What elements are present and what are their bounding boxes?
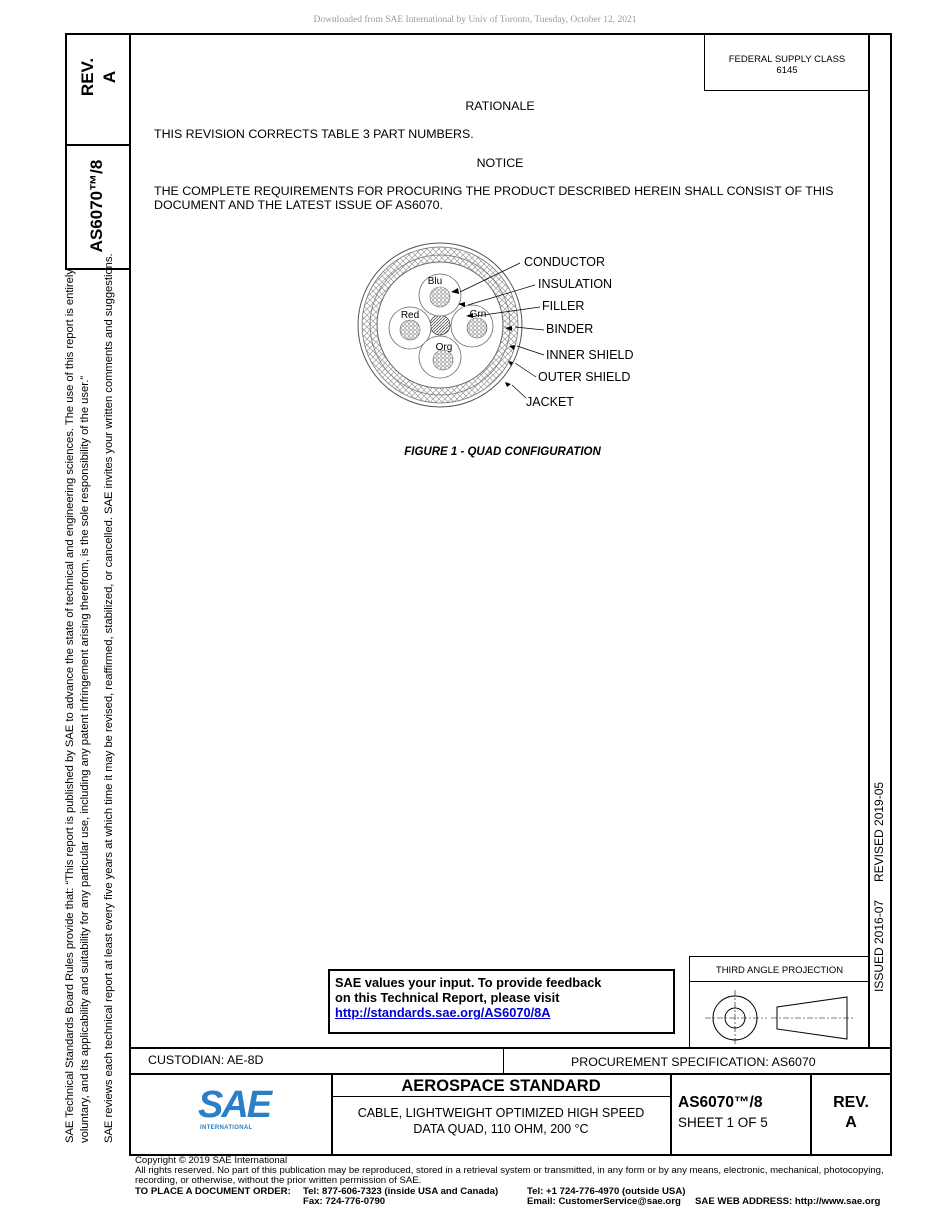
callout-conductor: CONDUCTOR — [524, 255, 606, 269]
custodian-divider — [503, 1047, 504, 1074]
callout-insulation: INSULATION — [538, 277, 613, 291]
legal-line-2: voluntary, and its applicability and suitability for any particular use, including any patent infringement arising therefrom, is the sole responsibility of the user.” — [79, 375, 91, 1143]
custodian-row-bottom-line — [129, 1073, 892, 1075]
projection-label: THIRD ANGLE PROJECTION — [715, 965, 844, 976]
notice-heading: NOTICE — [476, 156, 524, 170]
side-rev-value — [100, 52, 120, 102]
download-note: Downloaded from SAE International by Univ of Toronto, Tuesday, October 12, 2021 — [313, 15, 637, 25]
feedback-line-2: on this Technical Report, please visit — [335, 990, 560, 1005]
callout-filler: FILLER — [542, 299, 585, 313]
conductor-red — [400, 320, 420, 340]
label-blu: Blu — [427, 276, 443, 287]
callout-inner-shield: INNER SHIELD — [546, 348, 634, 362]
document-title-1: CABLE, LIGHTWEIGHT OPTIMIZED HIGH SPEED — [357, 1106, 645, 1120]
title-underline — [331, 1096, 671, 1097]
tel-us: Tel: 877-606-7323 (inside USA and Canada) — [303, 1186, 499, 1197]
custodian: CUSTODIAN: AE-8D — [148, 1053, 264, 1067]
projection-symbol — [695, 985, 865, 1047]
rev-side-box — [65, 33, 131, 146]
document-title-2: DATA QUAD, 110 OHM, 200 °C — [413, 1122, 589, 1136]
side-doc-id: AS6070™/8 — [87, 159, 106, 253]
rights-line-2: recording, or otherwise, without the prior written permission of SAE. — [135, 1175, 422, 1186]
legal-line-3: SAE reviews each technical report at least every five years at which time it may be revised, reaffirmed, stabilized, or cancelled. SAE invites your written comments and suggestions. — [103, 253, 115, 1143]
label-red: Red — [400, 310, 420, 321]
custodian-row-top-line — [129, 1047, 892, 1049]
supply-class-value: 6145 — [776, 65, 798, 76]
callout-binder: BINDER — [546, 322, 594, 336]
feedback-link[interactable]: http://standards.sae.org/AS6070/8A — [335, 1005, 551, 1020]
projection-divider — [689, 981, 870, 982]
copyright: Copyright © 2019 SAE International — [135, 1155, 288, 1166]
feedback-line-1: SAE values your input. To provide feedback — [335, 975, 602, 990]
sheet-number: SHEET 1 OF 5 — [678, 1115, 768, 1130]
sae-logo-text: SAE — [198, 1084, 271, 1126]
aerospace-standard: AEROSPACE STANDARD — [401, 1077, 601, 1095]
fax: Fax: 724-776-0790 — [303, 1196, 386, 1207]
side-rev-text: REV. — [78, 57, 97, 97]
rationale-text: THIS REVISION CORRECTS TABLE 3 PART NUMBERS. — [154, 127, 474, 141]
email: Email: CustomerService@sae.org — [527, 1196, 681, 1207]
procurement-spec: PROCUREMENT SPECIFICATION: AS6070 — [571, 1055, 816, 1069]
rationale-heading: RATIONALE — [465, 99, 535, 113]
label-org: Org — [435, 342, 453, 353]
figure-caption: FIGURE 1 - QUAD CONFIGURATION — [404, 446, 601, 458]
callout-outer-shield: OUTER SHIELD — [538, 370, 631, 384]
supply-class-label: FEDERAL SUPPLY CLASS — [728, 54, 846, 65]
tel-intl: Tel: +1 724-776-4970 (outside USA) — [527, 1186, 686, 1197]
title-doc-id: AS6070™/8 — [678, 1094, 763, 1111]
rights-line-1: All rights reserved. No part of this publication may be reproduced, stored in a retrieval system or transmitted, in any form or by any means, electronic, mechanical, photocopying, — [135, 1165, 884, 1176]
legal-line-1: SAE Technical Standards Board Rules provide that: “This report is published by SAE to advance the state of technical and engineering sciences. The use of this report is entirely — [64, 269, 76, 1143]
order-label: TO PLACE A DOCUMENT ORDER: — [135, 1186, 291, 1197]
title-rev-value: A — [845, 1114, 857, 1131]
title-rev-label: REV. — [833, 1094, 869, 1111]
callout-jacket: JACKET — [526, 395, 574, 409]
supply-class-box — [704, 33, 870, 91]
label-grn: Grn — [469, 309, 487, 320]
side-rev-label — [78, 42, 98, 112]
revised-date: REVISED 2019-05 — [872, 781, 886, 882]
side-rev-value-text: A — [100, 70, 119, 84]
right-margin-divider — [868, 33, 870, 1049]
sae-logo — [198, 1084, 271, 1135]
feedback-box — [328, 969, 675, 1034]
issued-date: ISSUED 2016-07 — [872, 899, 886, 992]
notice-text: THE COMPLETE REQUIREMENTS FOR PROCURING THE PRODUCT DESCRIBED HEREIN SHALL CONSIST OF THIS DOCUMENT AND THE LATEST ISSUE OF AS6070. — [154, 184, 834, 212]
sae-logo-sub: INTERNATIONAL — [200, 1125, 253, 1131]
web-address: SAE WEB ADDRESS: http://www.sae.org — [695, 1196, 881, 1207]
